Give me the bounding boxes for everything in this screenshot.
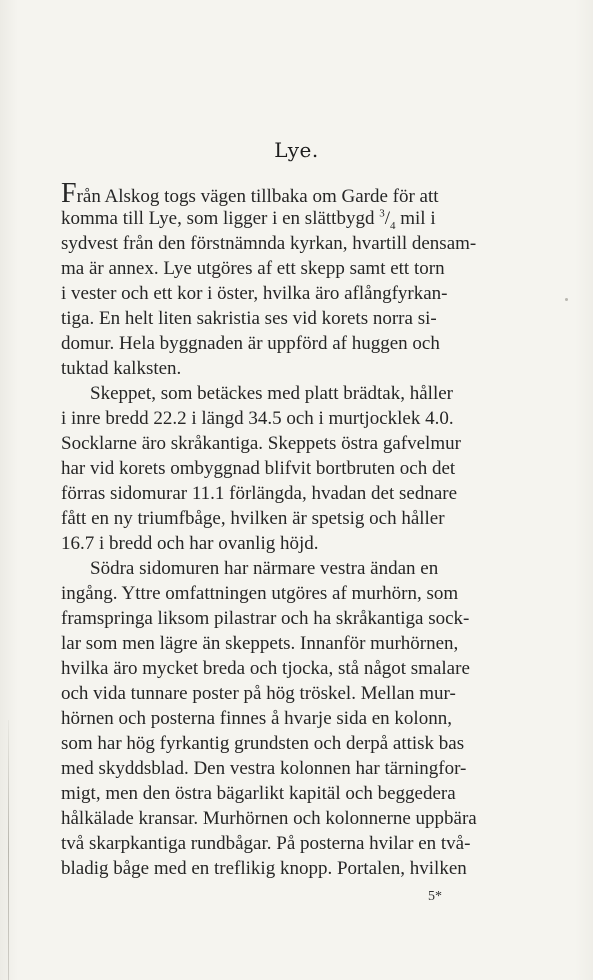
text-line-18: framspringa liksom pilastrar och ha skråkantiga sock- xyxy=(61,608,470,629)
text-line-1 xyxy=(61,178,473,209)
text-line-23: som har hög fyrkantig grundsten och derpå attisk bas xyxy=(61,733,465,754)
text-line-20: hvilka äro mycket breda och tjocka, stå något smalare xyxy=(61,658,470,679)
text-line-27: två skarpkantiga rundbågar. På posterna hvilar en två- xyxy=(61,833,471,854)
text-line-28: bladig båge med en treflikig knopp. Portalen, hvilken xyxy=(61,858,467,879)
text-line-14: fått en ny triumfbåge, hvilken är spetsig och håller xyxy=(61,508,445,529)
text-line-13: förras sidomurar 11.1 förlängda, hvadan det sednare xyxy=(61,483,458,504)
fraction-line-before: komma till Lye, som ligger i en slättbygd xyxy=(61,208,380,229)
text-line-7: domur. Hela byggnaden är uppförd af huggen och xyxy=(61,333,440,354)
drop-cap: F xyxy=(61,178,77,209)
fraction-line-after: mil i xyxy=(395,208,436,229)
page-title: Lye. xyxy=(274,138,319,162)
text-line-17: ingång. Yttre omfattningen utgöres af murhörn, som xyxy=(61,583,459,604)
text-line-10: i inre bredd 22.2 i längd 34.5 och i murtjocklek 4.0. xyxy=(61,408,454,429)
text-line-9: Skeppet, som betäckes med platt brädtak, håller xyxy=(90,383,453,404)
text-line-15: 16.7 i bredd och har ovanlig höjd. xyxy=(61,533,319,554)
fraction-line xyxy=(61,206,436,231)
first-line-start xyxy=(61,178,439,209)
fraction-numerator: 3 xyxy=(379,207,385,220)
fraction-slash: / xyxy=(384,208,390,229)
fraction-denominator: 4 xyxy=(390,219,396,232)
text-line-26: hålkälade kransar. Murhörnen och kolonnerne uppbära xyxy=(61,808,477,829)
scan-edge xyxy=(8,720,9,980)
body-text xyxy=(61,178,477,881)
paper-speck xyxy=(565,298,568,301)
text-line-11: Socklarne äro skråkantiga. Skeppets östra gafvelmur xyxy=(61,433,461,454)
text-line-21: och vida tunnare poster på hög tröskel. Mellan mur- xyxy=(61,683,456,704)
text-line-4: ma är annex. Lye utgöres af ett skepp samt ett torn xyxy=(61,258,445,279)
text-line-22: hörnen och posterna finnes å hvarje sida en kolonn, xyxy=(61,708,452,729)
text-line-6: tiga. En helt liten sakristia ses vid korets norra si- xyxy=(61,308,437,329)
text-line-19: lar som men lägre än skeppets. Innanför murhörnen, xyxy=(61,633,459,654)
printer-signature: 5* xyxy=(428,889,442,904)
text-line-16: Södra sidomuren har närmare vestra ändan en xyxy=(90,558,439,579)
text-line-8: tuktad kalksten. xyxy=(61,358,182,379)
first-line-text: rån Alskog togs vägen tillbaka om Garde för att xyxy=(76,186,439,207)
text-line-25: migt, men den östra bägarlikt kapitäl och beggedera xyxy=(61,783,456,804)
text-line-12: har vid korets ombyggnad blifvit bortbruten och det xyxy=(61,458,456,479)
text-line-5: i vester och ett kor i öster, hvilka äro aflångfyrkan- xyxy=(61,283,448,304)
text-line-24: med skyddsblad. Den vestra kolonnen har tärningfor- xyxy=(61,758,467,779)
text-line-2 xyxy=(61,206,473,231)
text-line-3: sydvest från den förstnämnda kyrkan, hvartill densam- xyxy=(61,233,477,254)
